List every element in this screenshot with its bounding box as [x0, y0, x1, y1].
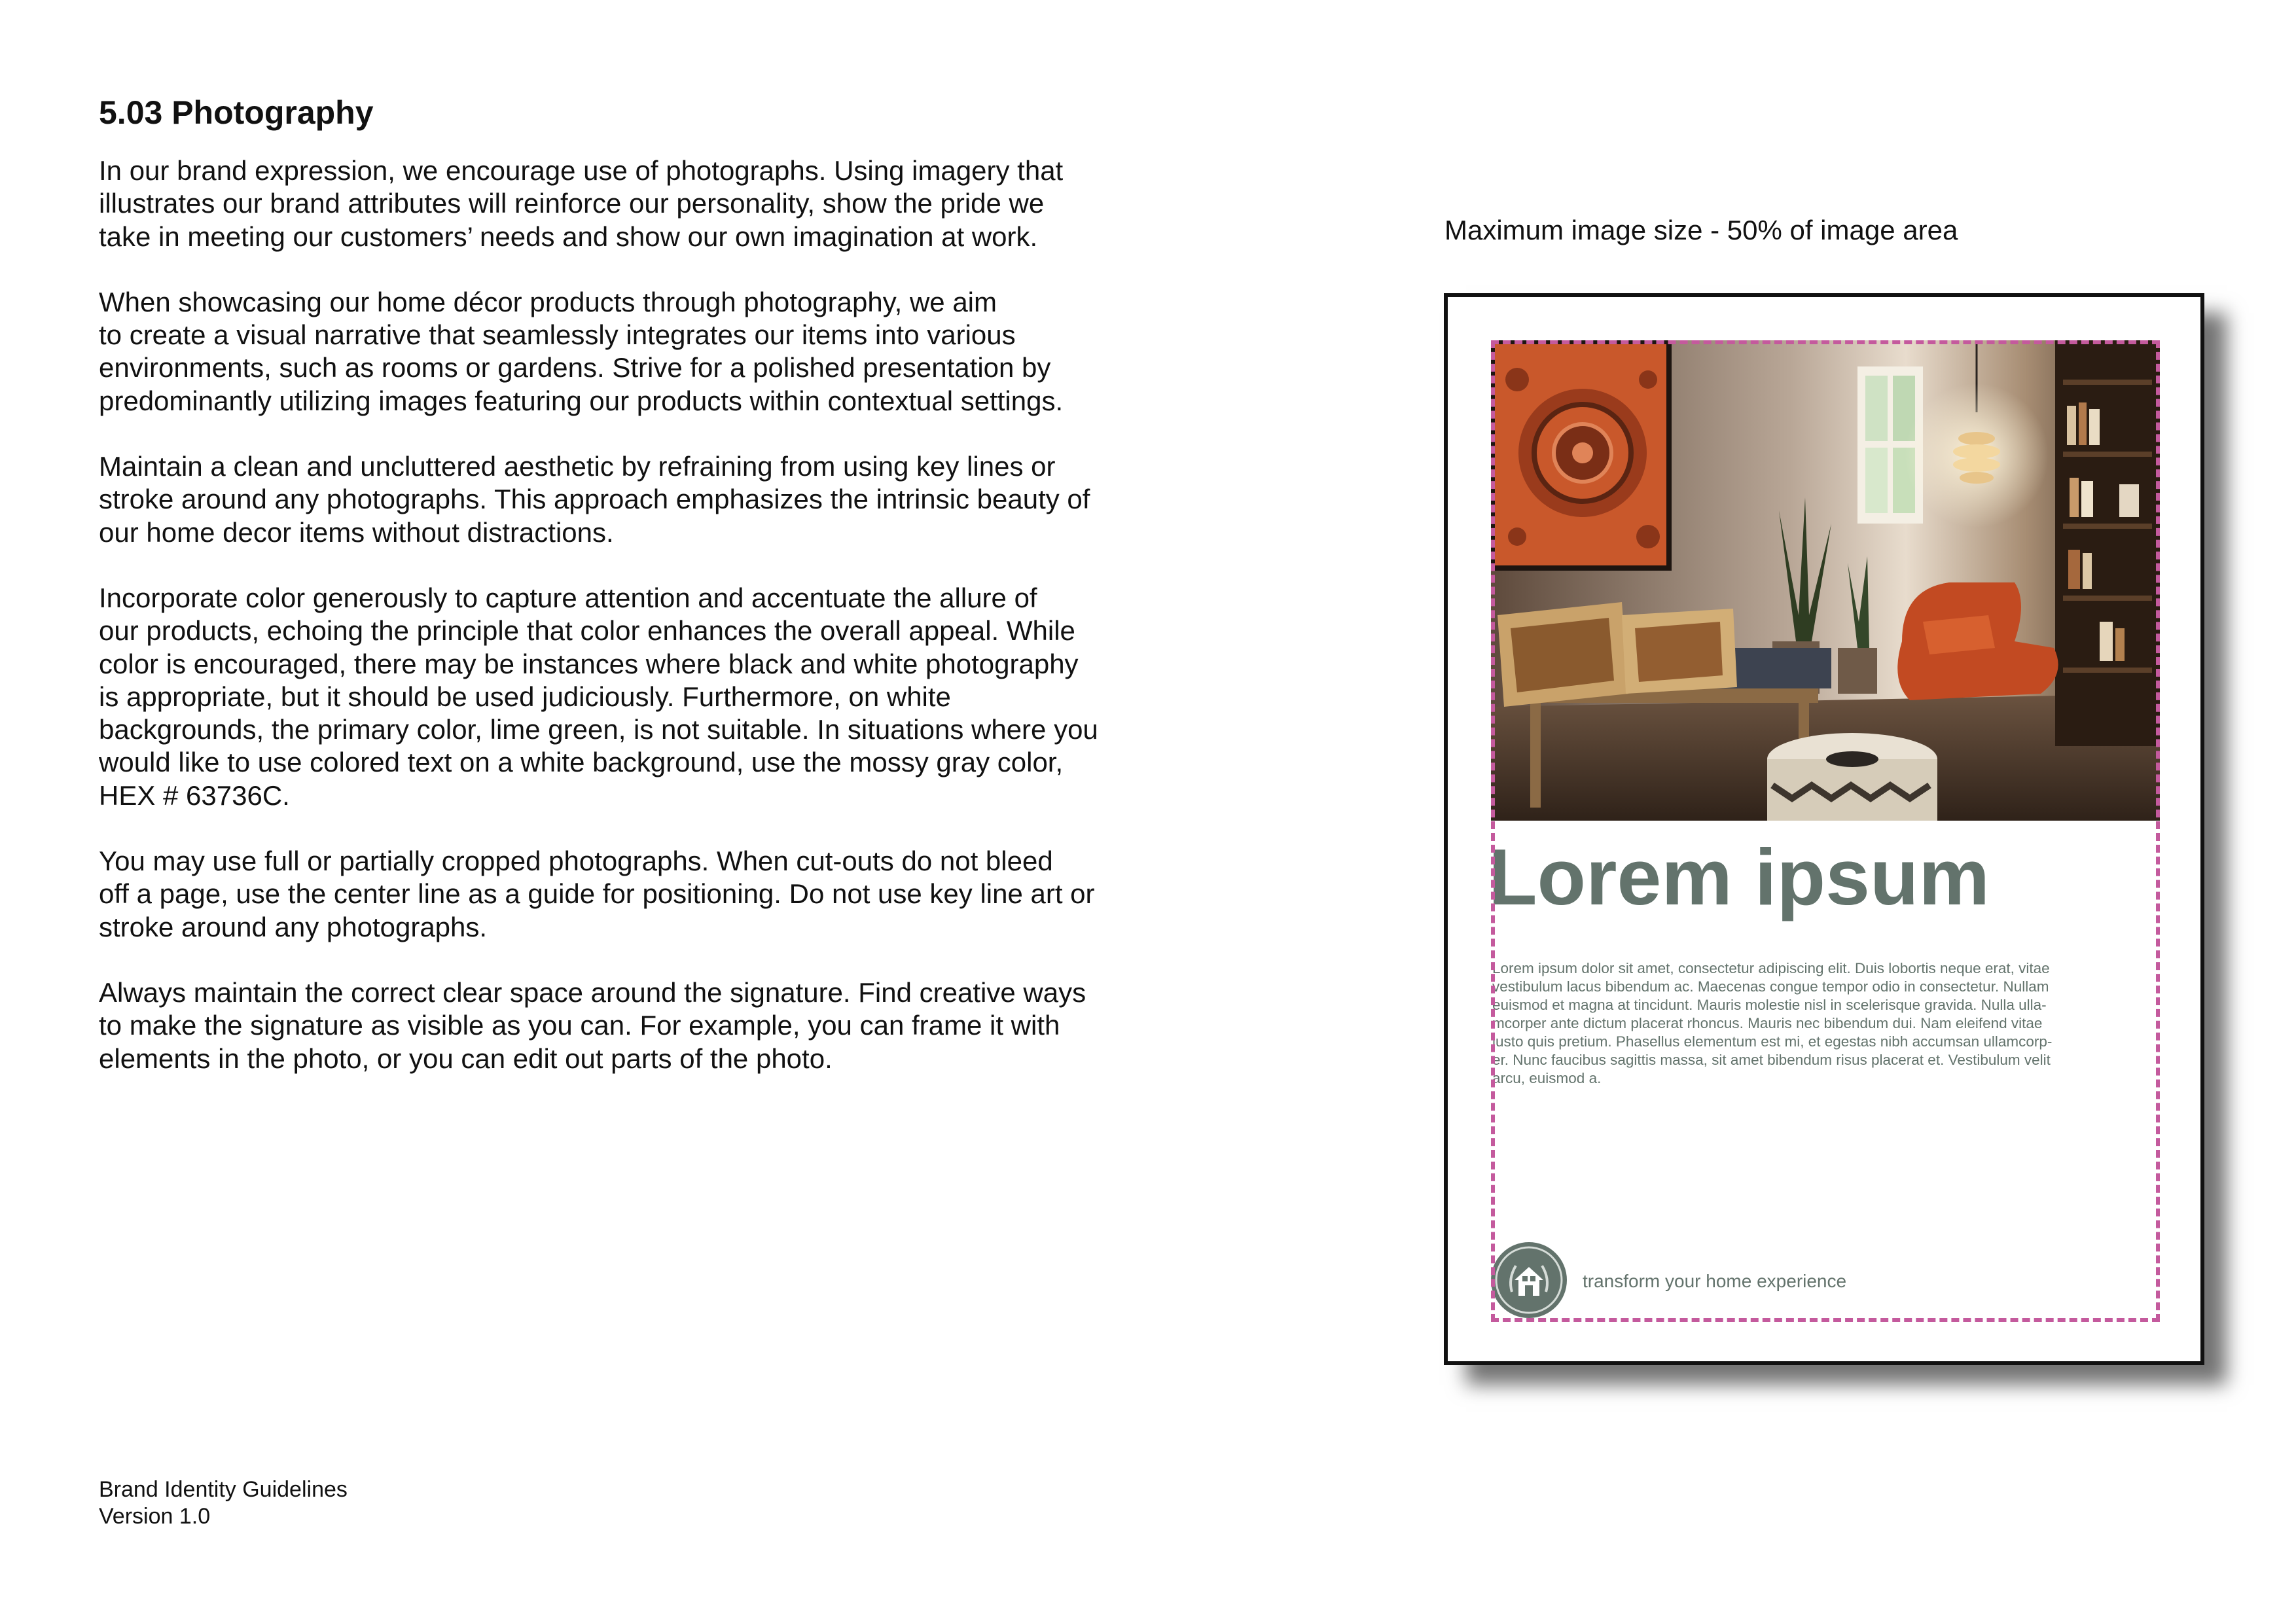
paragraph-cropping: You may use full or partially cropped photographs. When cut-outs do not bleed off a page, use the center line as a guide for positioning. Do not use key line art or stroke around any photographs. [99, 846, 1095, 942]
page-footer [99, 1476, 348, 1530]
paragraph-showcasing: When showcasing our home décor products through photography, we aim to create a visual narrative that seamlessly integrates our items into various environments, such as rooms or gardens. Strive for a polished presentation by predominantly utilizing images featuring our products within contextual settings. [99, 286, 1064, 416]
example-tagline: transform your home experience [1583, 1271, 1847, 1291]
living-room-photo [1491, 340, 2160, 821]
example-heading: Lorem ipsum [1488, 832, 1990, 921]
house-in-wreath-icon [1490, 1241, 1568, 1319]
example-caption: Maximum image size - 50% of image area [1444, 215, 1958, 245]
page-title: 5.03 Photography [99, 94, 374, 131]
guidelines-text [99, 154, 1172, 1108]
layout-example [1444, 293, 2204, 1365]
paragraph-color: Incorporate color generously to capture attention and accentuate the allure of our products, echoing the principle that color enhances the overall appeal. While color is encouraged, there may be instances where black and white photography is appropriate, but it should be used judiciously. Furthermore, on white backgrounds, the primary color, lime green, is not suitable. In situations where you would like to use colored text on a white background, use the mossy gray color, HEX # 63736C. [99, 582, 1098, 811]
footer-document-name: Brand Identity Guidelines [99, 1477, 348, 1502]
paragraph-no-key-lines: Maintain a clean and uncluttered aesthetic by refraining from using key lines or stroke around any photographs. This approach emphasizes the intrinsic beauty of our home decor items without distractions. [99, 451, 1090, 548]
footer-version: Version 1.0 [99, 1504, 211, 1529]
paragraph-intro: In our brand expression, we encourage use of photographs. Using imagery that illustrates our brand attributes will reinforce our personality, show the pride we take in meeting our customers’ needs and show our own imagination at work. [99, 155, 1064, 252]
paragraph-clear-space: Always maintain the correct clear space around the signature. Find creative ways to make the signature as visible as you can. For example, you can frame it with elements in the photo, or you can edit out parts of the photo. [99, 976, 1086, 1074]
example-body-text: Lorem ipsum dolor sit amet, consectetur adipiscing elit. Duis lobortis neque erat, vitae vestibulum lacus bibendum ac. Maecenas congue tempor odio in consectetur. Nullam euismod et magna at tincidunt. Mauris molestie nisl in scelerisque gravida. Nulla ulla- mcorper ante dictum placerat rhoncus. Mauris nec bibendum dui. Nam eleifend vitae justo quis pretium. Phasellus elementum est mi, et egestas nibh accumsan ullamcorp- er. Nunc faucibus sagittis massa, sit amet bibendum risus placerat et. Vestibulum velit arcu, euismod a. [1492, 960, 2053, 1086]
